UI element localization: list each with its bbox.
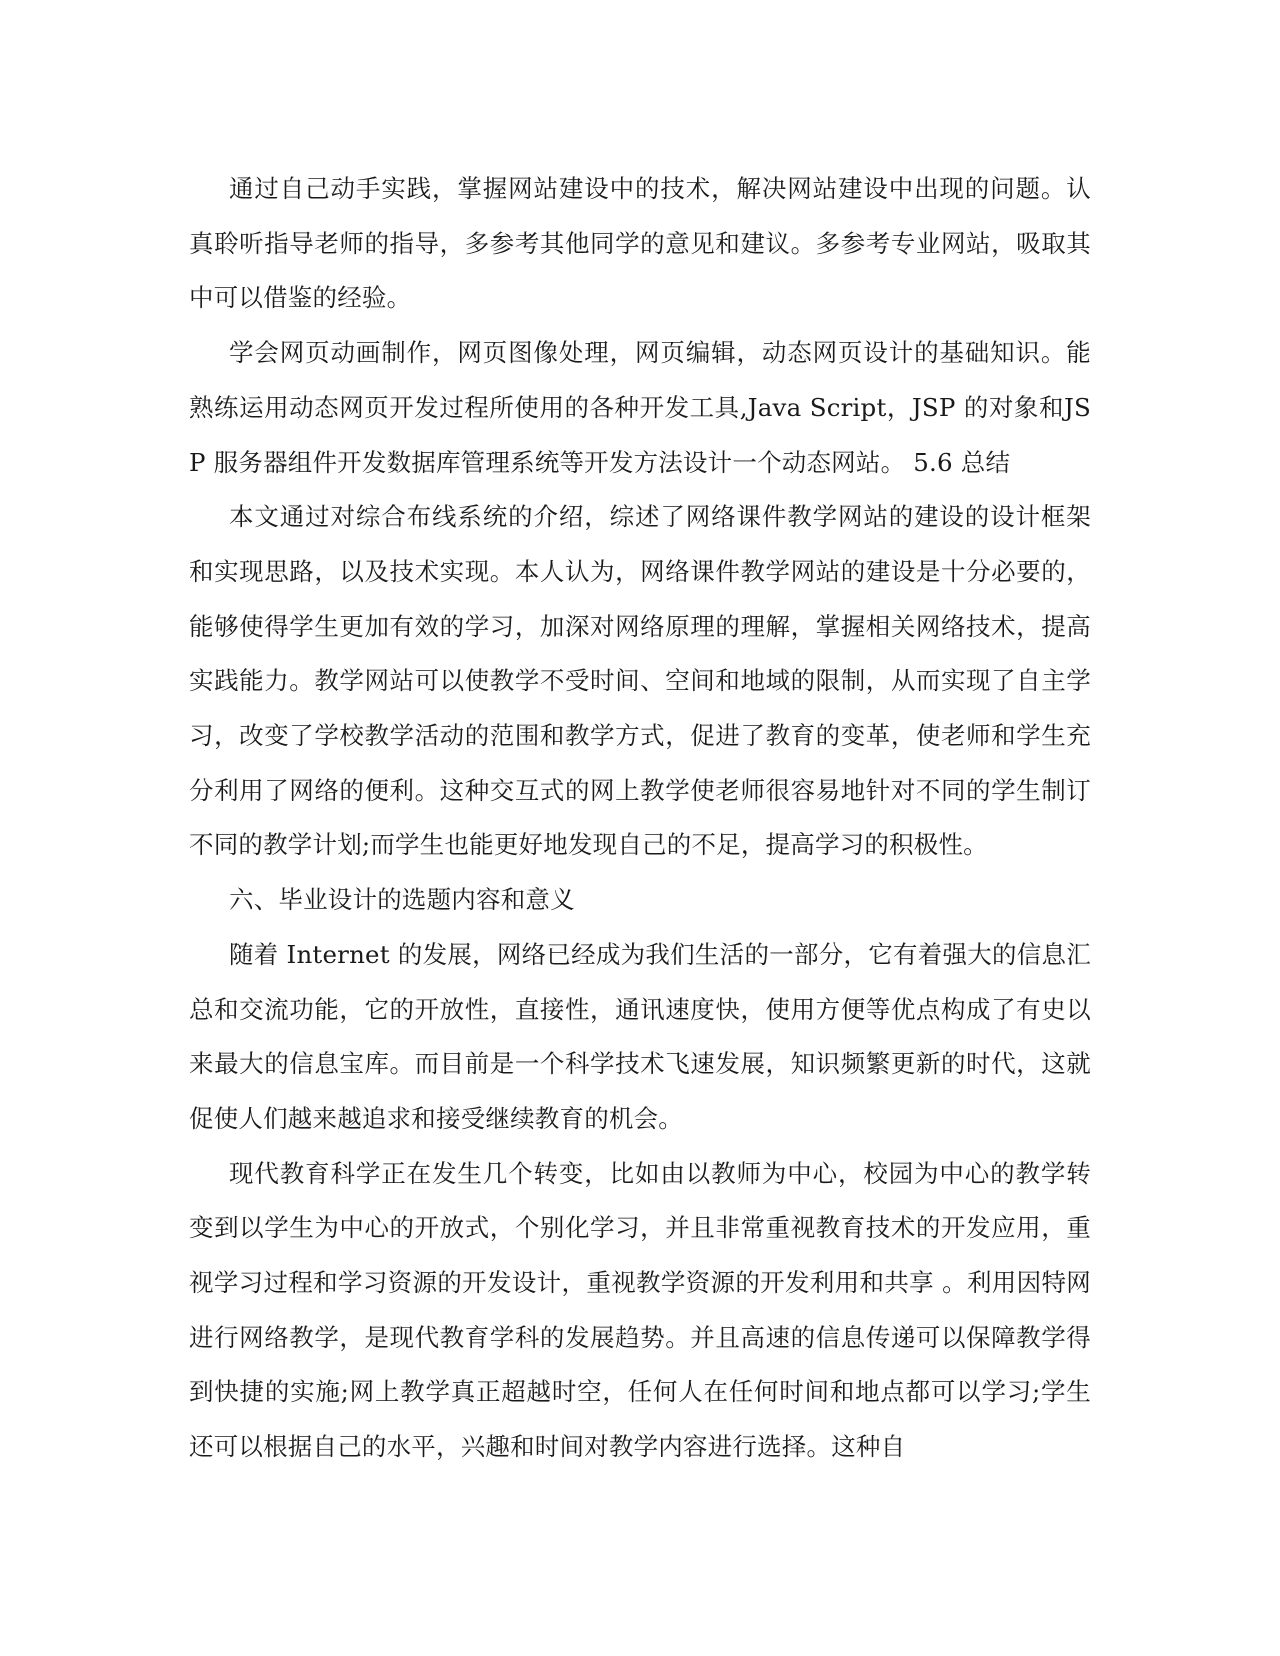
document-body <box>189 162 1091 1475</box>
paragraph-education: 现代教育科学正在发生几个转变，比如由以教师为中心，校园为中心的教学转变到以学生为中心的开放式，个别化学习，并且非常重视教育技术的开发应用，重视学习过程和学习资源的开发设计，重视教学资源的开发利用和共享 。利用因特网进行网络教学，是现代教育学科的发展趋势。并且高速的信息传递可以保障教学得到快捷的实施;网上教学真正超越时空，任何人在任何时间和地点都可以学习;学生还可以根据自己的水平，兴趣和时间对教学内容进行选择。这种自 <box>189 1158 1091 1462</box>
section-heading: 六、毕业设计的选题内容和意义 <box>229 885 575 915</box>
paragraph-summary: 本文通过对综合布线系统的介绍，综述了网络课件教学网站的建设的设计框架和实现思路，以及技术实现。本人认为，网络课件教学网站的建设是十分必要的，能够使得学生更加有效的学习，加深对网络原理的理解，掌握相关网络技术，提高实践能力。教学网站可以使教学不受时间、空间和地域的限制，从而实现了自主学习，改变了学校教学活动的范围和教学方式，促进了教育的变革，使老师和学生充分利用了网络的便利。这种交互式的网上教学使老师很容易地针对不同的学生制订不同的教学计划;而学生也能更好地发现自己的不足，提高学习的积极性。 <box>189 502 1091 860</box>
paragraph-internet: 随着 Internet 的发展，网络已经成为我们生活的一部分，它有着强大的信息汇总和交流功能，它的开放性，直接性，通讯速度快，使用方便等优点构成了有史以来最大的信息宝库。而目前是一个科学技术飞速发展，知识频繁更新的时代，这就促使人们越来越追求和接受继续教育的机会。 <box>189 939 1091 1133</box>
paragraph-practice: 通过自己动手实践，掌握网站建设中的技术，解决网站建设中出现的问题。认真聆听指导老师的指导，多参考其他同学的意见和建议。多参考专业网站，吸取其中可以借鉴的经验。 <box>189 174 1091 313</box>
paragraph-skills: 学会网页动画制作，网页图像处理，网页编辑，动态网页设计的基础知识。能熟练运用动态网页开发过程所使用的各种开发工具,Java Script，JSP 的对象和JSP 服务器组件开发数据库管理系统等开发方法设计一个动态网站。 5.6 总结 <box>189 338 1091 477</box>
